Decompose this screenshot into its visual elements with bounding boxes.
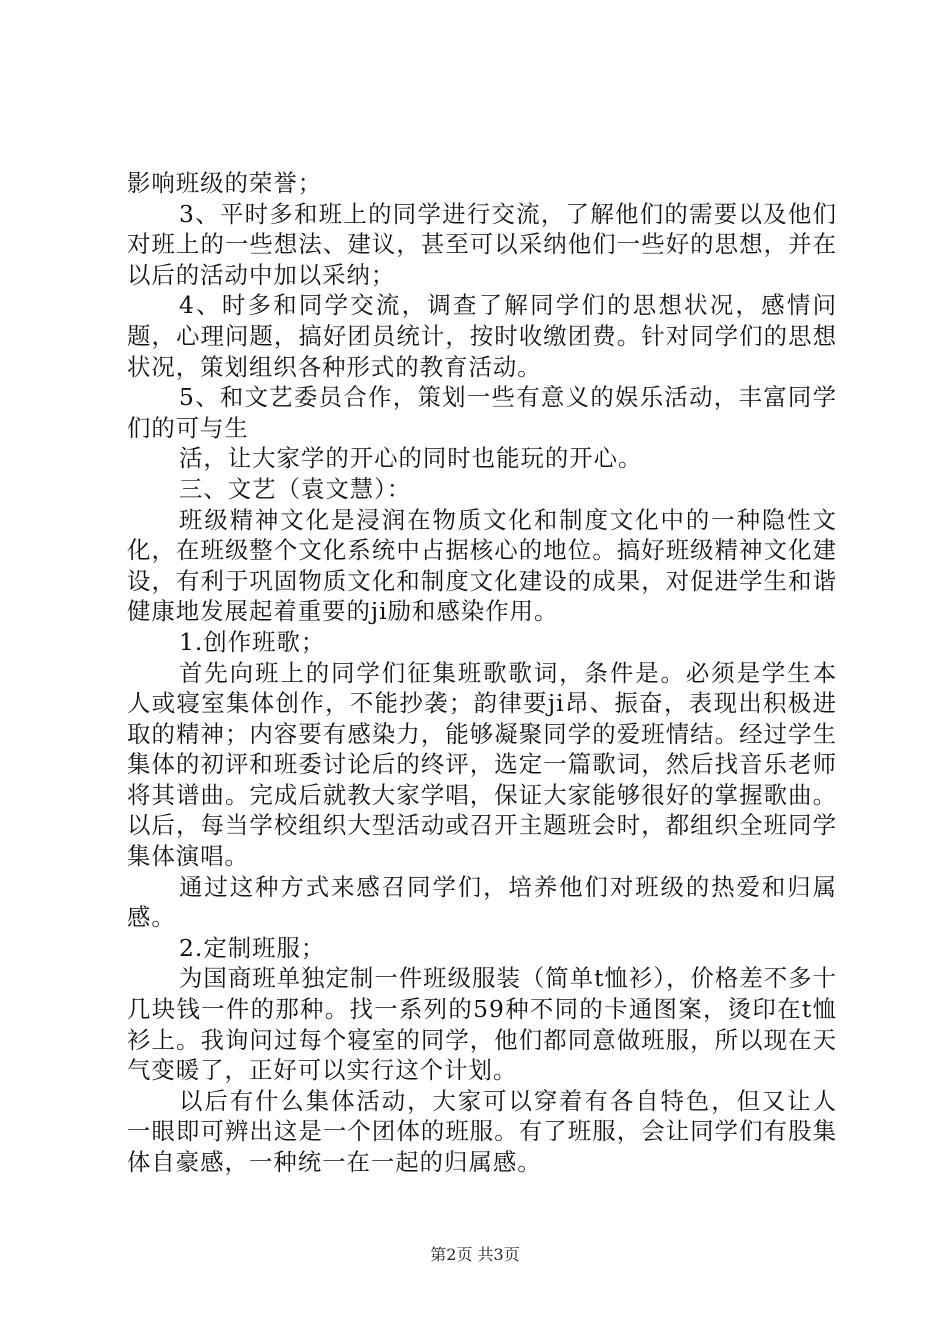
- paragraph: 为国商班单独定制一件班级服装（简单t恤衫），价格差不多十几块钱一件的那种。找一系列的59种不同的卡通图案，烫印在t恤衫上。我询问过每个寝室的同学，他们都同意做班服，所以现在天气变暖了，正好可以实行这个计划。: [127, 964, 837, 1085]
- paragraph: 影响班级的荣誉；: [127, 169, 323, 197]
- paragraph: 3、平时多和班上的同学进行交流，了解他们的需要以及他们对班上的一些想法、建议，甚至可以采纳他们一些好的思想，并在以后的活动中加以采纳；: [127, 199, 837, 289]
- subsection-heading: 2.定制班服；: [179, 933, 326, 962]
- paragraph: 以后有什么集体活动，大家可以穿着有各自特色，但又让人一眼即可辨出这是一个团体的班服。有了班服，会让同学们有股集体自豪感，一种统一在一起的归属感。: [127, 1086, 837, 1176]
- paragraph: 首先向班上的同学们征集班歌歌词，条件是。必须是学生本人或寝室集体创作，不能抄袭；韵律要ji昂、振奋，表现出积极进取的精神；内容要有感染力，能够凝聚同学的爱班情结。经过学生集体的初评和班委讨论后的终评，选定一篇歌词，然后找音乐老师将其谱曲。完成后就教大家学唱，保证大家能够很好的掌握歌曲。以后，每当学校组织大型活动或召开主题班会时，都组织全班同学集体演唱。: [127, 658, 837, 871]
- paragraph: 5、和文艺委员合作，策划一些有意义的娱乐活动，丰富同学们的可与生: [127, 383, 837, 442]
- paragraph: 班级精神文化是浸润在物质文化和制度文化中的一种隐性文化，在班级整个文化系统中占据核心的地位。搞好班级精神文化建设，有利于巩固物质文化和制度文化建设的成果，对促进学生和谐健康地发展起着重要的ji励和感染作用。: [127, 505, 837, 626]
- paragraph: 4、时多和同学交流，调查了解同学们的思想状况，感情问题，心理问题，搞好团员统计，按时收缴团费。针对同学们的思想状况，策划组织各种形式的教育活动。: [127, 291, 837, 381]
- paragraph: 活，让大家学的开心的同时也能玩的开心。: [179, 444, 643, 473]
- document-body: [127, 168, 837, 1178]
- paragraph: 通过这种方式来感召同学们，培养他们对班级的热爱和归属感。: [127, 872, 837, 932]
- section-heading: 三、文艺（袁文慧）：: [179, 474, 412, 503]
- subsection-heading: 1.创作班歌；: [179, 627, 326, 656]
- page-number-footer: 第2页 共3页: [430, 1245, 520, 1264]
